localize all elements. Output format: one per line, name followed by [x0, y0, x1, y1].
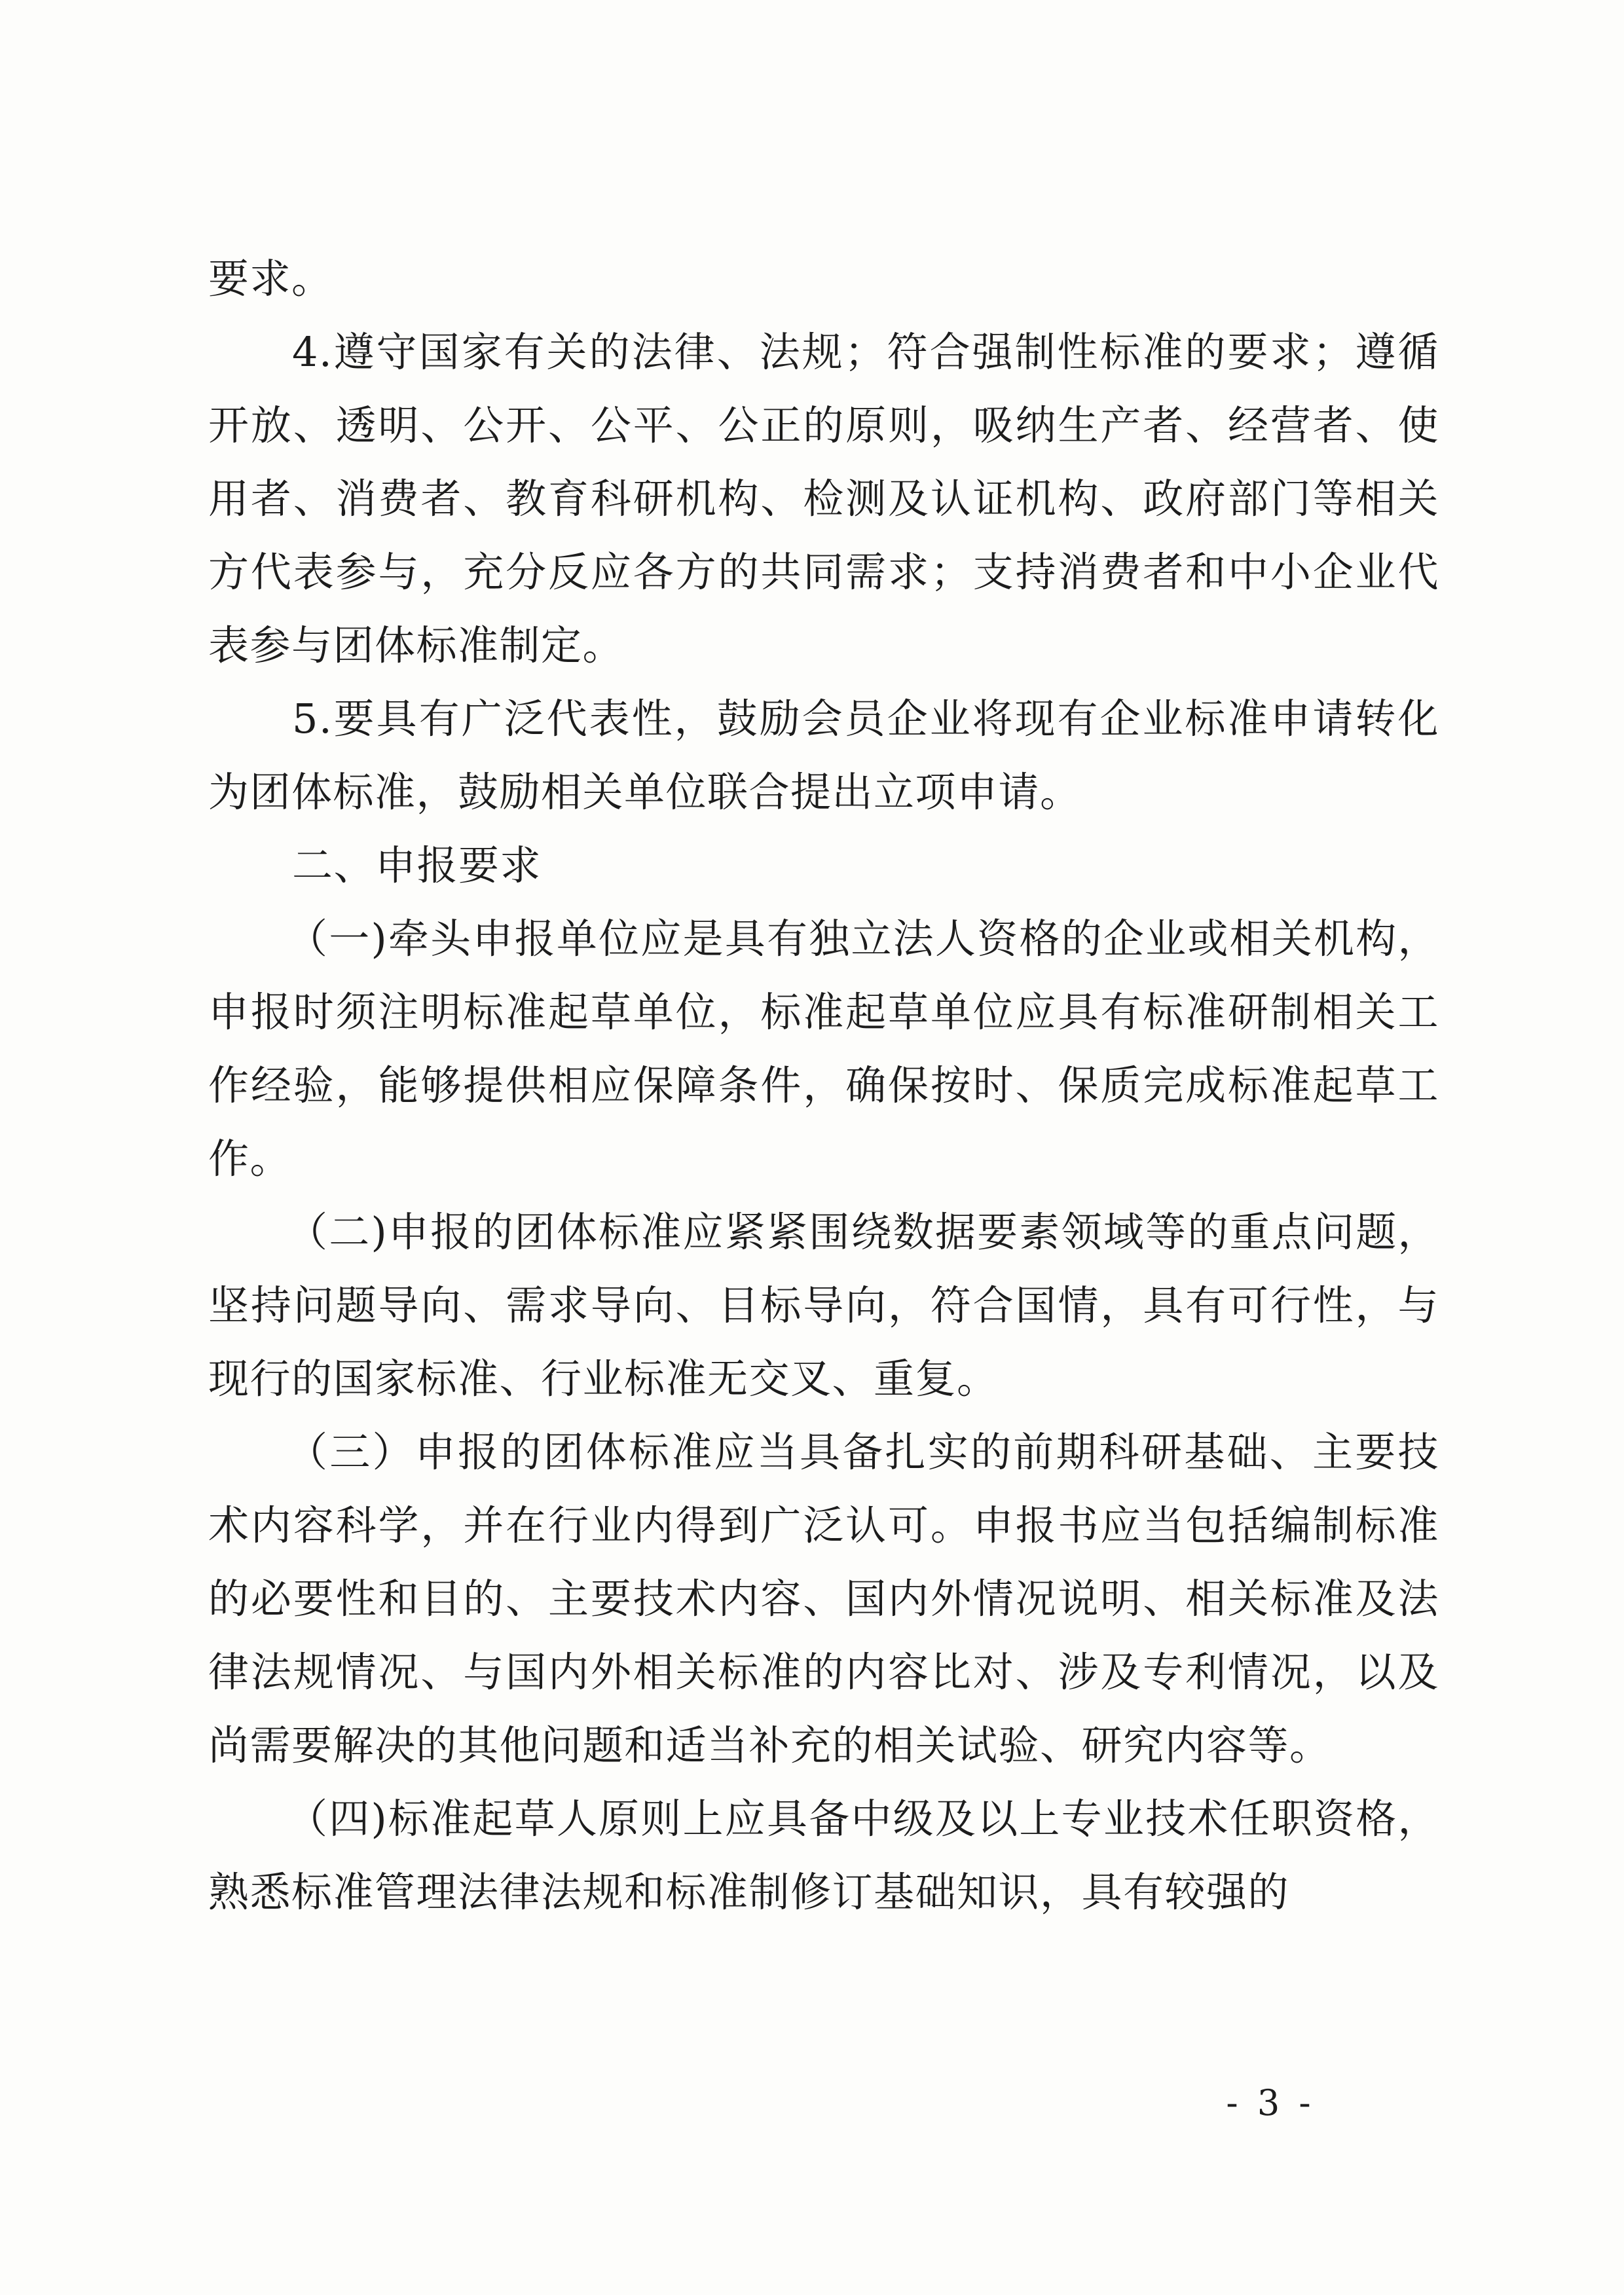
page-number	[0, 2082, 1624, 2123]
paragraph-item-two: （二)申报的团体标准应紧紧围绕数据要素领域等的重点问题，坚持问题导向、需求导向、目标导向，符合国情，具有可行性，与现行的国家标准、行业标准无交叉、重复。	[208, 1208, 1439, 1403]
paragraph-continued: 要求。	[208, 255, 333, 303]
paragraph-item-four: （四)标准起草人原则上应具备中级及以上专业技术任职资格，熟悉标准管理法律法规和标准制修订基础知识，具有较强的	[208, 1795, 1439, 1916]
paragraph-item-4: 4.遵守国家有关的法律、法规；符合强制性标准的要求；遵循开放、透明、公开、公平、公正的原则，吸纳生产者、经营者、使用者、消费者、教育科研机构、检测及认证机构、政府部门等相关方代表参与，充分反应各方的共同需求；支持消费者和中小企业代表参与团体标准制定。	[208, 328, 1439, 669]
paragraph-item-three: （三）申报的团体标准应当具备扎实的前期科研基础、主要技术内容科学，并在行业内得到广泛认可。申报书应当包括编制标准的必要性和目的、主要技术内容、国内外情况说明、相关标准及法律法规情况、与国内外相关标准的内容比对、涉及专利情况，以及尚需要解决的其他问题和适当补充的相关试验、研究内容等。	[208, 1428, 1439, 1769]
paragraph-item-one: （一)牵头申报单位应是具有独立法人资格的企业或相关机构，申报时须注明标准起草单位，标准起草单位应具有标准研制相关工作经验，能够提供相应保障条件，确保按时、保质完成标准起草工作。	[208, 915, 1439, 1183]
section-heading-two: 二、申报要求	[292, 841, 542, 889]
paragraph-item-5: 5.要具有广泛代表性，鼓励会员企业将现有企业标准申请转化为团体标准，鼓励相关单位联合提出立项申请。	[208, 695, 1439, 816]
document-body	[208, 242, 1439, 1929]
page-number-label: - 3 -	[1226, 2082, 1315, 2123]
